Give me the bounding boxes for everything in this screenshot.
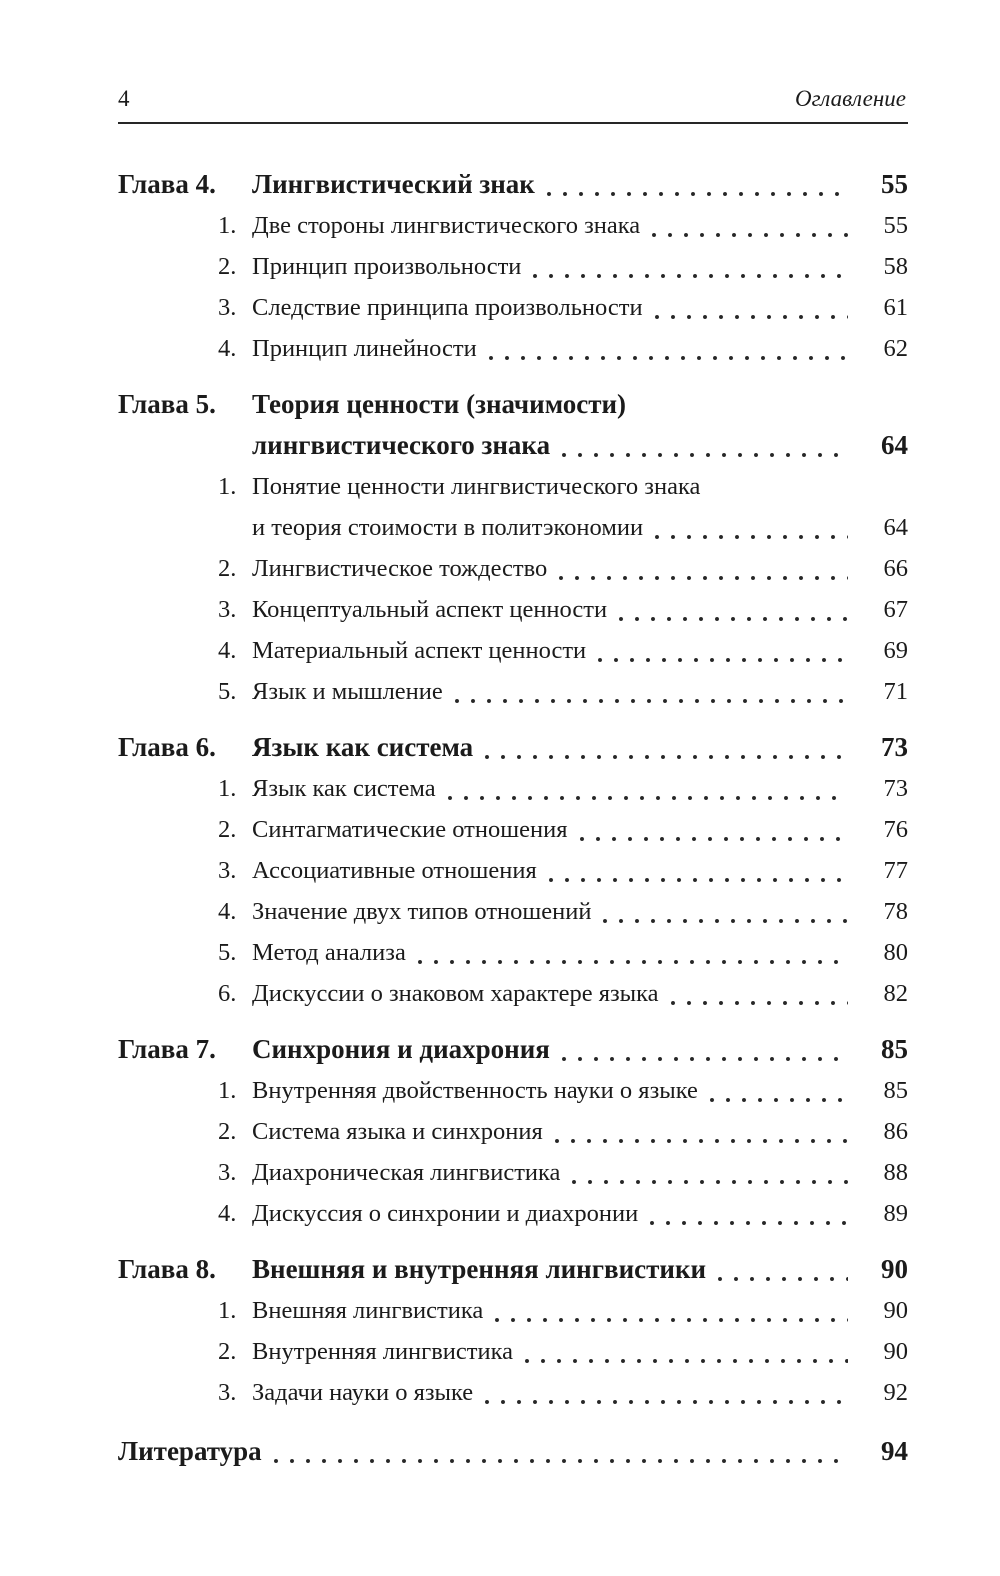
chapter-title: Синхрония и диахрония [252, 1034, 550, 1064]
toc-item-row [218, 671, 908, 712]
chapter-title-row [118, 1249, 908, 1290]
item-number: 6. [218, 980, 237, 1007]
toc-item-row [218, 1152, 908, 1193]
item-page-number: 66 [883, 555, 908, 582]
chapter-label: Глава 5. [118, 389, 216, 419]
dot-leader [562, 453, 848, 457]
dot-leader [603, 919, 848, 923]
chapter-entry [118, 164, 908, 369]
chapter-label: Глава 6. [118, 732, 216, 762]
literature-entry [118, 1431, 908, 1472]
toc-item-row [218, 287, 908, 328]
chapter-entry [118, 1029, 908, 1234]
chapter-page-number: 55 [881, 169, 908, 199]
item-title: Язык и мышление [252, 678, 443, 705]
item-title: Ассоциативные отношения [252, 857, 537, 884]
dot-leader [533, 274, 848, 278]
running-header-title: Оглавление [794, 86, 906, 111]
item-title: и теория стоимости в политэкономии [252, 514, 644, 541]
item-number: 3. [218, 857, 237, 884]
item-number: 4. [218, 637, 237, 664]
chapter-entry [118, 727, 908, 1014]
item-title: Метод анализа [252, 939, 406, 966]
page-header [118, 86, 908, 122]
item-page-number: 62 [883, 335, 908, 362]
dot-leader [671, 1001, 848, 1005]
item-page-number: 61 [883, 294, 908, 321]
dot-leader [485, 755, 848, 759]
chapter-title-row [118, 727, 908, 768]
dot-leader [455, 699, 848, 703]
item-number: 1. [218, 1297, 237, 1324]
item-title: Две стороны лингвистического знака [252, 212, 641, 239]
toc-item-row [218, 246, 908, 287]
dot-leader [495, 1318, 848, 1322]
item-title: Синтагматические отношения [252, 816, 568, 843]
item-number: 2. [218, 816, 237, 843]
chapter-page-number: 94 [881, 1436, 908, 1466]
chapter-title: Лингвистический знак [252, 169, 535, 199]
page-number: 4 [118, 86, 130, 111]
toc-item-row [218, 850, 908, 891]
dot-leader [559, 576, 848, 580]
item-title: Материальный аспект ценности [252, 637, 587, 664]
item-number: 2. [218, 555, 237, 582]
chapter-title-row [118, 164, 908, 205]
dot-leader [274, 1459, 848, 1463]
item-page-number: 69 [883, 637, 908, 664]
item-page-number: 67 [883, 596, 908, 623]
toc-item-row [218, 1331, 908, 1372]
item-title: Понятие ценности лингвистического знака [252, 473, 701, 500]
chapter-title: лингвистического знака [252, 430, 551, 460]
item-title: Язык как система [252, 775, 436, 802]
toc-item-row [218, 973, 908, 1014]
toc-item-row [218, 809, 908, 850]
item-title: Диахроническая лингвистика [252, 1159, 561, 1186]
dot-leader [650, 1221, 848, 1225]
toc-item-row [218, 589, 908, 630]
toc-item-row [218, 328, 908, 369]
chapter-title: Теория ценности (значимости) [252, 389, 627, 419]
item-title: Система языка и синхрония [252, 1118, 543, 1145]
item-number: 4. [218, 335, 237, 362]
dot-leader [710, 1098, 848, 1102]
item-page-number: 55 [883, 212, 908, 239]
chapter-entry [118, 384, 908, 712]
item-page-number: 92 [883, 1379, 908, 1406]
toc-item-row [218, 1070, 908, 1111]
item-number: 2. [218, 253, 237, 280]
item-title: Внутренняя двойственность науки о языке [252, 1077, 698, 1104]
item-page-number: 58 [883, 253, 908, 280]
chapter-page-number: 85 [881, 1034, 908, 1064]
item-number: 4. [218, 898, 237, 925]
toc-item-row [218, 466, 908, 507]
item-page-number: 64 [883, 514, 908, 541]
item-number: 3. [218, 1159, 237, 1186]
item-title: Следствие принципа произвольности [252, 294, 643, 321]
chapter-label: Глава 4. [118, 169, 216, 199]
dot-leader [655, 535, 848, 539]
item-number: 2. [218, 1338, 237, 1365]
toc-item-row [252, 507, 908, 548]
toc-item-row [218, 548, 908, 589]
dot-leader [598, 658, 848, 662]
item-page-number: 80 [883, 939, 908, 966]
item-page-number: 73 [883, 775, 908, 802]
item-page-number: 82 [883, 980, 908, 1007]
item-title: Задачи науки о языке [252, 1379, 474, 1406]
item-page-number: 78 [883, 898, 908, 925]
item-number: 3. [218, 1379, 237, 1406]
item-page-number: 76 [883, 816, 908, 843]
item-title: Дискуссии о знаковом характере языка [252, 980, 659, 1007]
item-title: Дискуссия о синхронии и диахронии [252, 1200, 639, 1227]
item-title: Принцип линейности [252, 335, 477, 362]
item-number: 1. [218, 212, 237, 239]
chapter-label: Глава 8. [118, 1254, 216, 1284]
chapter-page-number: 64 [881, 430, 908, 460]
item-page-number: 90 [883, 1338, 908, 1365]
item-title: Значение двух типов отношений [252, 898, 592, 925]
dot-leader [619, 617, 848, 621]
dot-leader [652, 233, 848, 237]
item-page-number: 90 [883, 1297, 908, 1324]
dot-leader [418, 960, 848, 964]
item-number: 5. [218, 939, 237, 966]
chapter-label: Глава 7. [118, 1034, 216, 1064]
item-page-number: 77 [883, 857, 908, 884]
item-number: 1. [218, 775, 237, 802]
item-number: 3. [218, 596, 237, 623]
chapter-entry [118, 1249, 908, 1413]
item-number: 3. [218, 294, 237, 321]
chapter-title: Язык как система [252, 732, 474, 762]
item-number: 1. [218, 473, 237, 500]
dot-leader [525, 1359, 848, 1363]
dot-leader [718, 1277, 848, 1281]
toc-item-row [218, 1290, 908, 1331]
item-title: Принцип произвольности [252, 253, 522, 280]
item-page-number: 85 [883, 1077, 908, 1104]
toc-item-row [218, 1372, 908, 1413]
toc-item-row [218, 205, 908, 246]
item-title: Концептуальный аспект ценности [252, 596, 608, 623]
dot-leader [485, 1400, 848, 1404]
toc-item-row [218, 891, 908, 932]
item-number: 1. [218, 1077, 237, 1104]
item-number: 4. [218, 1200, 237, 1227]
dot-leader [580, 837, 849, 841]
item-title: Внешняя лингвистика [252, 1297, 484, 1324]
chapter-title-row [118, 1029, 908, 1070]
chapter-page-number: 73 [881, 732, 908, 762]
item-title: Внутренняя лингвистика [252, 1338, 513, 1365]
dot-leader [555, 1139, 848, 1143]
toc-item-row [218, 1111, 908, 1152]
dot-leader [655, 315, 848, 319]
literature-label: Литература [118, 1436, 262, 1466]
item-page-number: 71 [883, 678, 908, 705]
toc-item-row [218, 932, 908, 973]
toc-item-row [218, 768, 908, 809]
item-number: 5. [218, 678, 237, 705]
dot-leader [562, 1057, 848, 1061]
item-number: 2. [218, 1118, 237, 1145]
toc-item-row [218, 1193, 908, 1234]
toc [118, 124, 908, 1472]
dot-leader [448, 796, 848, 800]
item-page-number: 89 [883, 1200, 908, 1227]
chapter-title: Внешняя и внутренняя лингвистики [252, 1254, 707, 1284]
item-page-number: 86 [883, 1118, 908, 1145]
dot-leader [489, 356, 848, 360]
chapter-title-row [118, 384, 908, 425]
chapter-page-number: 90 [881, 1254, 908, 1284]
item-title: Лингвистическое тождество [252, 555, 548, 582]
item-page-number: 88 [883, 1159, 908, 1186]
dot-leader [547, 192, 848, 196]
dot-leader [549, 878, 848, 882]
toc-item-row [218, 630, 908, 671]
dot-leader [572, 1180, 848, 1184]
chapter-title-row [118, 425, 908, 466]
